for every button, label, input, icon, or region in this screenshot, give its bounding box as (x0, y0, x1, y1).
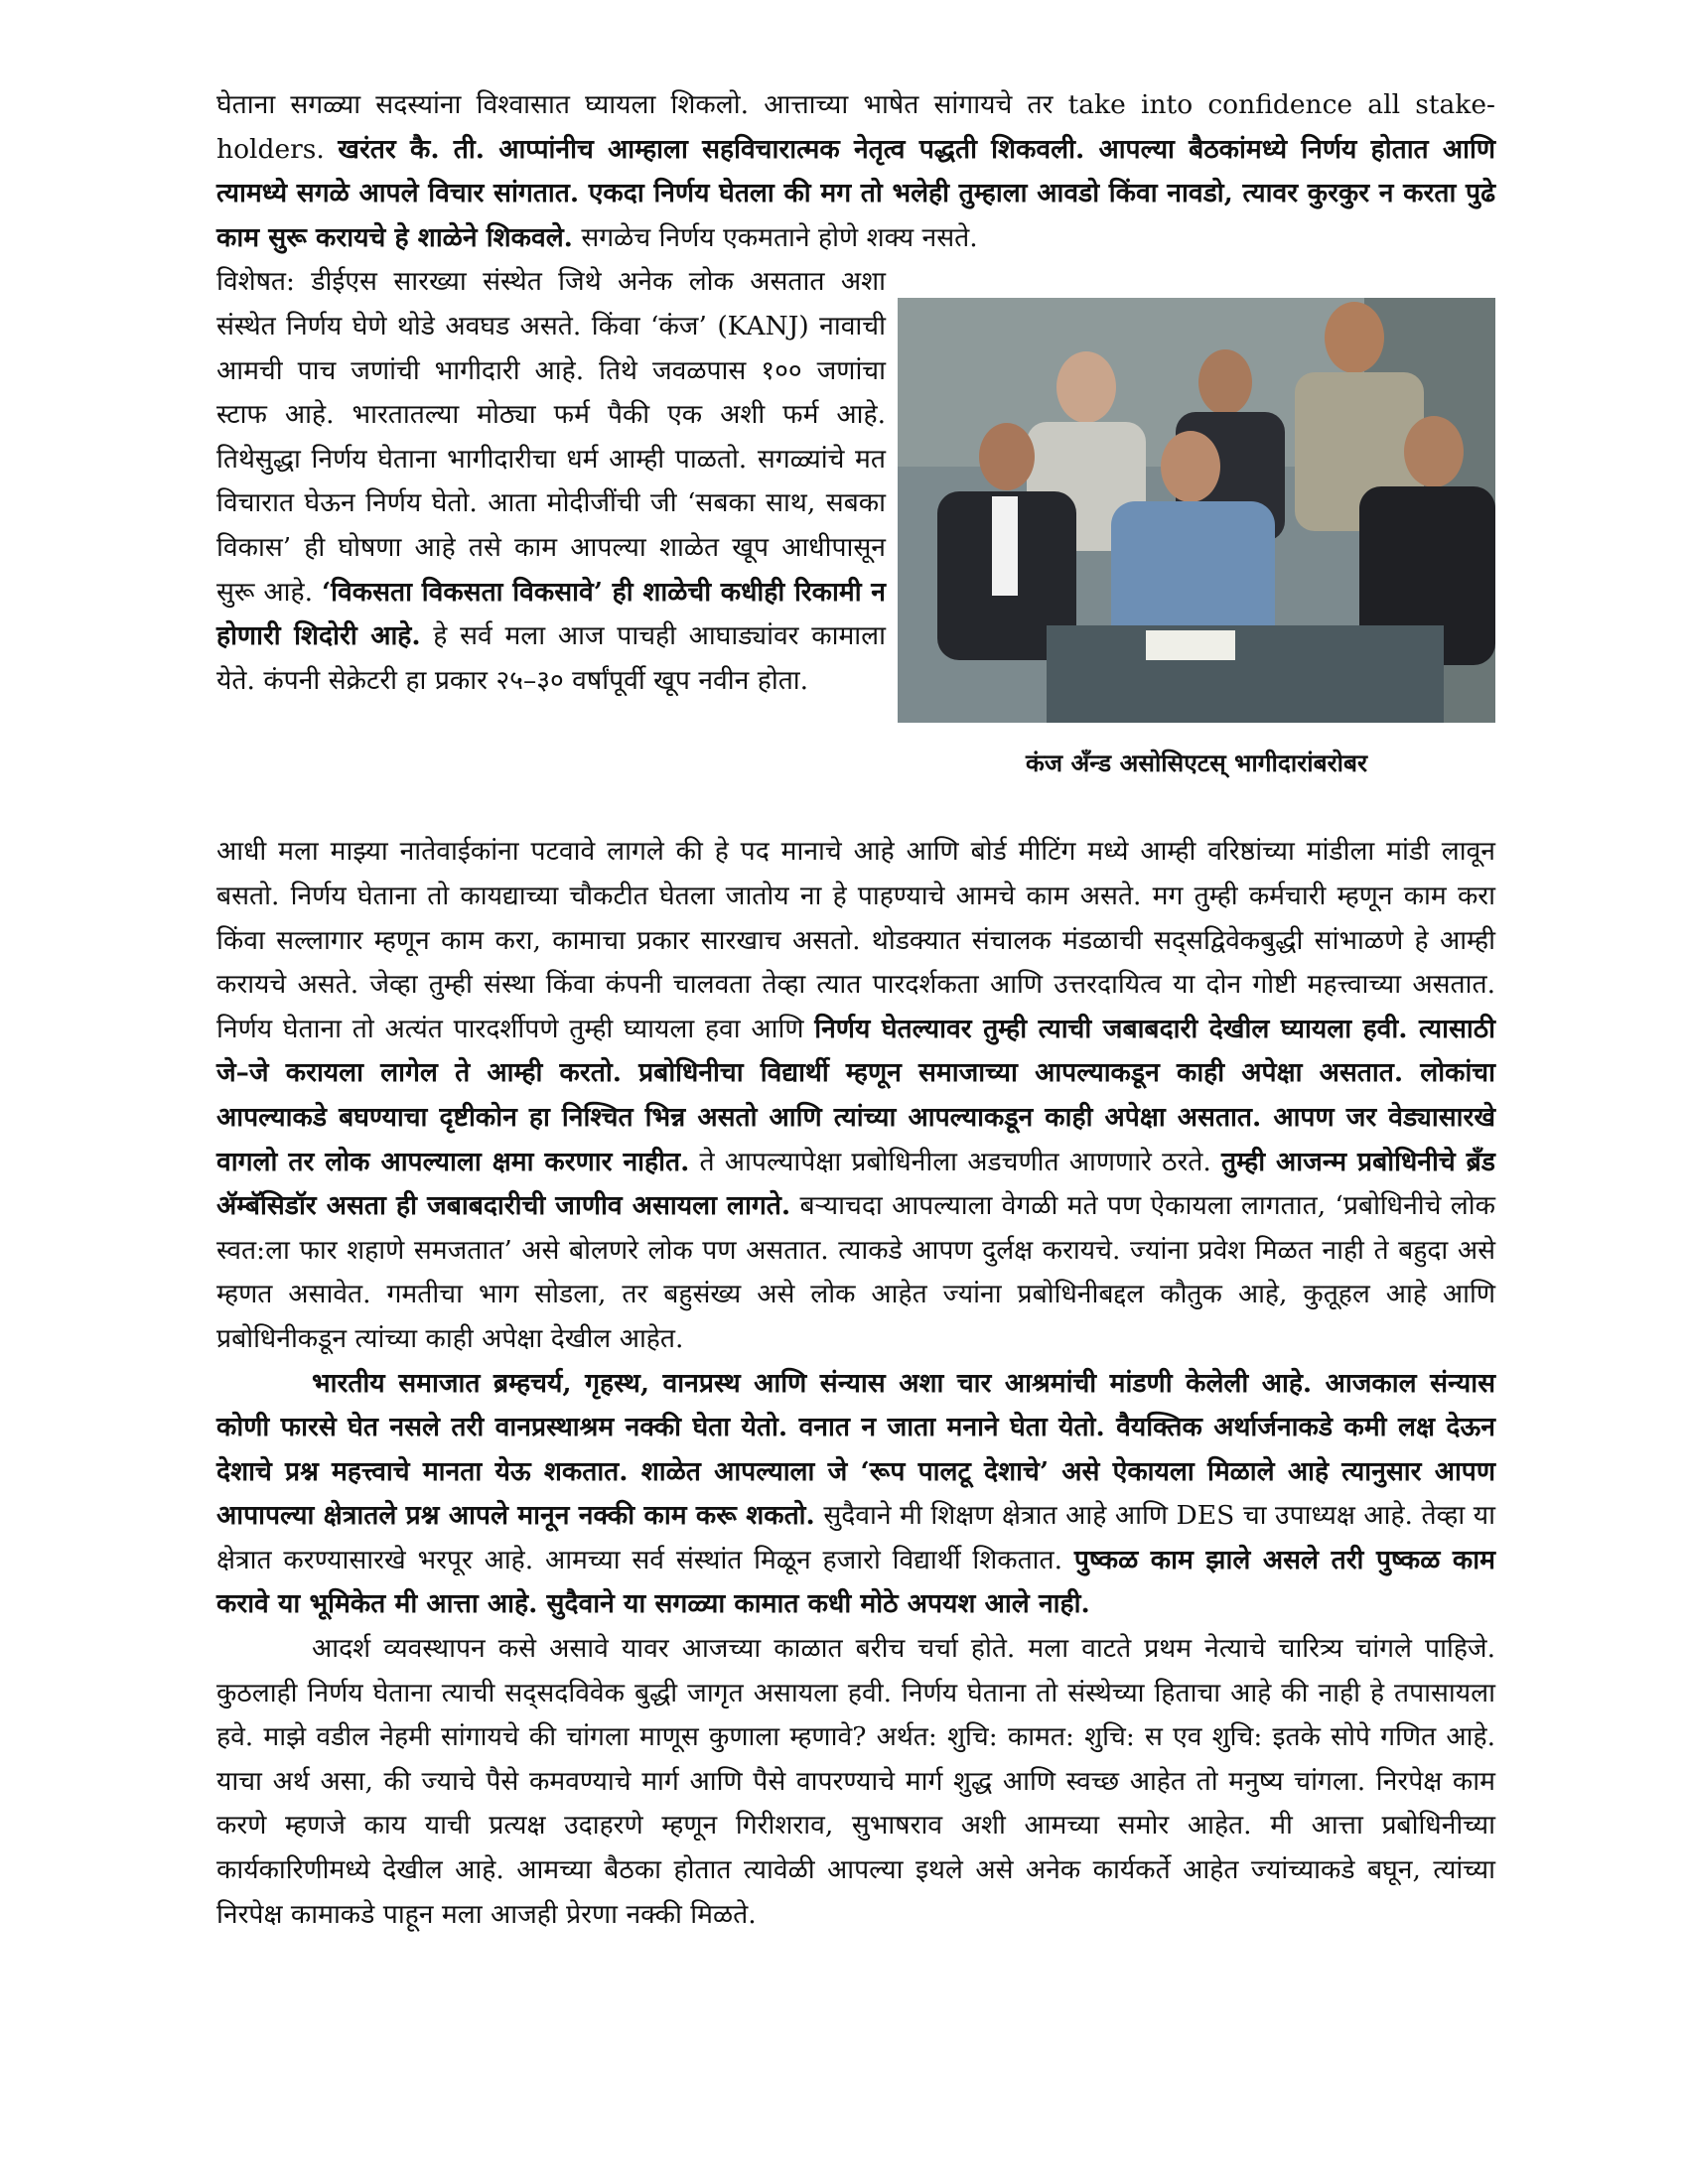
document-page (216, 83, 1495, 1937)
p2-text-1: आधी मला माझ्या नातेवाईकांना पटवावे लागले की हे पद मानाचे आहे आणि बोर्ड मीटिंग मध्ये आम्ही वरिष्ठांच्या मांडीला मांडी लावून बसतो. निर्णय घेताना तो कायद्याच्या चौकटीत घेतला जातोय ना हे पाहण्याचे आमचे काम असते. मग तुम्ही कर्मचारी म्हणून काम करा किंवा सल्लागार म्हणून काम करा, कामाचा प्रकार सारखाच असतो. थोडक्यात संचालक मंडळाची सद्सद्विवेकबुद्धी सांभाळणे हे आम्ही करायचे असते. जेव्हा तुम्ही संस्था किंवा कंपनी चालवता तेव्हा त्यात पारदर्शकता आणि उत्तरदायित्व या दोन गोष्टी महत्त्वाच्या असतात. निर्णय घेताना तो अत्यंत पारदर्शीपणे तुम्ही घ्यायला हवा आणि (216, 836, 1495, 1044)
p2-bold-2: तुम्ही आजन्म प्रबोधिनीचे ब्रँड ॲम्बॅसिडॉर असता ही जबाबदारीची जाणीव असायला लागते. (216, 1146, 1495, 1222)
side-paragraph (216, 260, 886, 703)
paragraph-3 (216, 1362, 1495, 1628)
p3-text-1: सुदैवाने मी शिक्षण क्षेत्रात आहे आणि DES चा उपाध्यक्ष आहे. तेव्हा या क्षेत्रात करण्यासारखे भरपूर आहे. आमच्या सर्व संस्थांत मिळून हजारो विद्यार्थी शिकतात. (216, 1500, 1495, 1575)
p2-text-2: ते आपल्यापेक्षा प्रबोधिनीला अडचणीत आणणारे ठरते. (689, 1146, 1222, 1177)
intro-text-1: घेताना सगळ्या सदस्यांना विश्वासात घ्यायला शिकलो. आत्ताच्या भाषेत सांगायचे तर take into confidence all stake-holders. (216, 89, 1495, 165)
p3-bold-1: भारतीय समाजात ब्रम्हचर्य, गृहस्थ, वानप्रस्थ आणि संन्यास अशा चार आश्रमांची मांडणी केलेली आहे. आजकाल संन्यास कोणी फारसे घेत नसले तरी वानप्रस्थाश्रम नक्की घेता येतो. वनात न जाता मनाने घेता येतो. वैयक्तिक अर्थार्जनाकडे कमी लक्ष देऊन देशाचे प्रश्न महत्त्वाचे मानता येऊ शकतात. शाळेत आपल्याला जे ‘रूप पालटू देशाचे’ असे ऐकायला मिळाले आहे त्यानुसार आपण आपापल्या क्षेत्रातले प्रश्न आपले मानून नक्की काम करू शकतो. (216, 1367, 1495, 1532)
text-with-photo-section (216, 260, 1495, 830)
intro-text-2: सगळेच निर्णय एकमताने होणे शक्य नसते. (572, 221, 978, 253)
photo-figure (898, 298, 1495, 778)
group-photo (898, 298, 1495, 723)
p2-bold-1: निर्णय घेतल्यावर तुम्ही त्याची जबाबदारी देखील घ्यायला हवी. त्यासाठी जे–जे करायला लागेल ते आम्ही करतो. प्रबोधिनीचा विद्यार्थी म्हणून समाजाच्या आपल्याकडून काही अपेक्षा असतात. लोकांचा आपल्याकडे बघण्याचा दृष्टीकोन हा निश्चित भिन्न असतो आणि त्यांच्या आपल्याकडून काही अपेक्षा असतात. आपण जर वेड्यासारखे वागलो तर लोक आपल्याला क्षमा करणार नाहीत. (216, 1013, 1495, 1177)
side-bold-1: ‘विकसता विकसता विकसावे’ ही शाळेची कधीही रिकामी न होणारी शिदोरी आहे. (216, 576, 887, 652)
p2-text-3: बऱ्याचदा आपल्याला वेगळी मते पण ऐकायला लागतात, ‘प्रबोधिनीचे लोक स्वत:ला फार शहाणे समजतात’ असे बोलणरे लोक पण असतात. त्याकडे आपण दुर्लक्ष करायचे. ज्यांना प्रवेश मिळत नाही ते बहुदा असे म्हणत असावेत. गमतीचा भाग सोडला, तर बहुसंख्य असे लोक आहेत ज्यांना प्रबोधिनीबद्दल कौतुक आहे, कुतूहल आहे आणि प्रबोधिनीकडून त्यांच्या काही अपेक्षा देखील आहेत. (216, 1190, 1495, 1354)
paragraph-4 (216, 1627, 1495, 1937)
photo-caption: कंज अँन्ड असोसिएटस् भागीदारांबरोबर (1026, 749, 1367, 778)
paragraph-2 (216, 830, 1495, 1361)
side-column (216, 260, 886, 703)
p4-text-1: आदर्श व्यवस्थापन कसे असावे यावर आजच्या काळात बरीच चर्चा होते. मला वाटते प्रथम नेत्याचे चारित्र्य चांगले पाहिजे. कुठलाही निर्णय घेताना त्याची सद्सदविवेक बुद्धी जागृत असायला हवी. निर्णय घेताना तो संस्थेच्या हिताचा आहे की नाही हे तपासायला हवे. माझे वडील नेहमी सांगायचे की चांगला माणूस कुणाला म्हणावे? अर्थत: शुचि: कामत: शुचि: स एव शुचि: इतके सोपे गणित आहे. याचा अर्थ असा, की ज्याचे पैसे कमवण्याचे मार्ग आणि पैसे वापरण्याचे मार्ग शुद्ध आणि स्वच्छ आहेत तो मनुष्य चांगला. निरपेक्ष काम करणे म्हणजे काय याची प्रत्यक्ष उदाहरणे म्हणून गिरीशराव, सुभाषराव अशी आमच्या समोर आहेत. मी आत्ता प्रबोधिनीच्या कार्यकारिणीमध्ये देखील आहे. आमच्या बैठका होतात त्यावेळी आपल्या इथले असे अनेक कार्यकर्ते आहेत ज्यांच्याकडे बघून, त्यांच्या निरपेक्ष कामाकडे पाहून मला आजही प्रेरणा नक्की मिळते. (216, 1633, 1495, 1930)
p3-bold-2: पुष्कळ काम झाले असले तरी पुष्कळ काम करावे या भूमिकेत मी आत्ता आहे. सुदैवाने या सगळ्या कामात कधी मोठे अपयश आले नाही. (216, 1544, 1495, 1620)
intro-bold-1: खरंतर कै. ती. आप्पांनीच आम्हाला सहविचारात्मक नेतृत्व पद्धती शिकवली. आपल्या बैठकांमध्ये निर्णय होतात आणि त्यामध्ये सगळे आपले विचार सांगतात. एकदा निर्णय घेतला की मग तो भलेही तुम्हाला आवडो किंवा नावडो, त्यावर कुरकुर न करता पुढे काम सुरू करायचे हे शाळेने शिकवले. (216, 133, 1496, 253)
side-text-1: विशेषत: डीईएस सारख्या संस्थेत जिथे अनेक लोक असतात अशा संस्थेत निर्णय घेणे थोडे अवघड असते. किंवा ‘कंज’ (KANJ) नावाची आमची पाच जणांची भागीदारी आहे. तिथे जवळपास १०० जणांचा स्टाफ आहे. भारतातल्या मोठ्या फर्म पैकी एक अशी फर्म आहे. तिथेसुद्धा निर्णय घेताना भागीदारीचा धर्म आम्ही पाळतो. सगळ्यांचे मत विचारात घेऊन निर्णय घेतो. आता मोदीजींची जी ‘सबका साथ, सबका विकास’ ही घोषणा आहे तसे काम आपल्या शाळेत खूप आधीपासून सुरू आहे. (216, 266, 886, 608)
intro-paragraph (216, 83, 1495, 260)
side-text-2: हे सर्व मला आज पाचही आघाड्यांवर कामाला येते. कंपनी सेक्रेटरी हा प्रकार २५–३० वर्षांपूर्वी खूप नवीन होता. (216, 620, 886, 696)
